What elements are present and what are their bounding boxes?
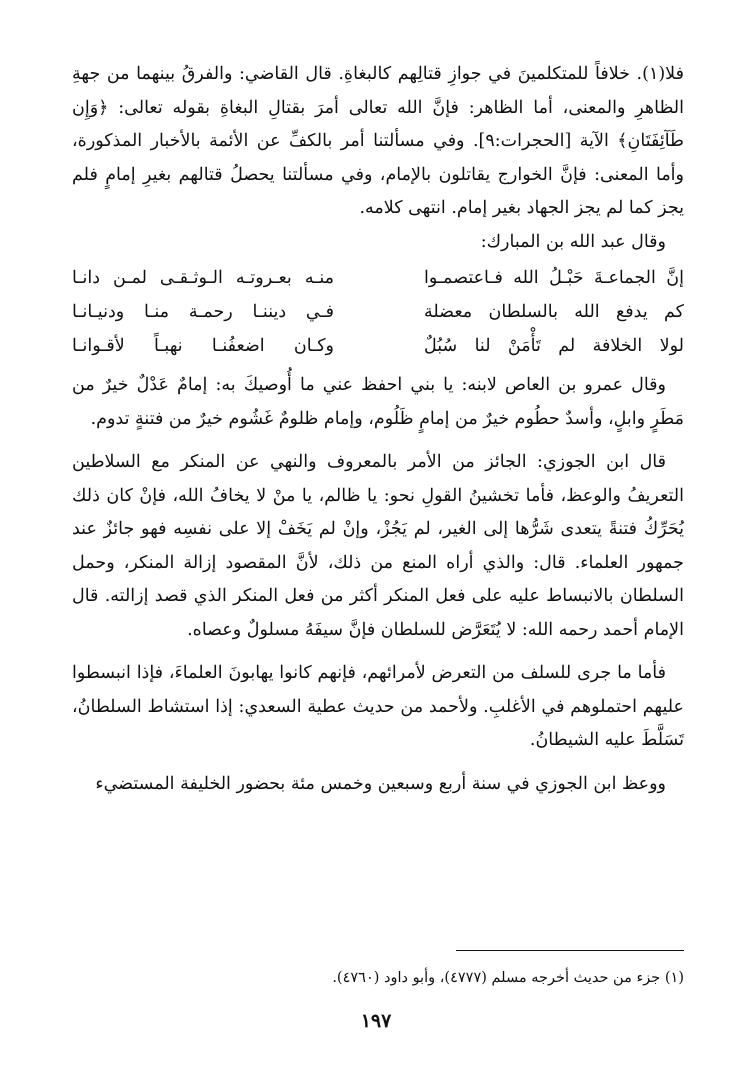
verse-line-1 (72, 261, 684, 295)
footnote: (١) جزء من حديث أخرجه مسلم (٤٧٧٧)، وأبو داود (٤٧٦٠). (332, 970, 684, 986)
footnote-divider (456, 950, 684, 951)
poem-verses (72, 261, 684, 363)
paragraph-amr-ibn-al-as: وقال عمرو بن العاص لابنه: يا بني احفظ عني ما أُوصيكَ به: إمامٌ عَدْلٌ خيرٌ من مَطَرٍ وابلٍ، وأسدٌ حطُوم خيرٌ من إمامٍ ظَلُوم، وإمام ظلومٌ غَشُوم خيرٌ من فتنةٍ تدوم. (72, 375, 684, 429)
paragraph-gap (72, 436, 684, 446)
verse-hemistich-second: فـي ديننـا رحمـة منـا ودنيـانـا (72, 302, 334, 322)
verse-hemistich-second: منـه بعـروتـه الـوثـقـى لمـن دانـا (72, 268, 334, 288)
paragraph-gap (72, 758, 684, 768)
paragraph-ibn-al-jawzi-sermon: ووعظ ابن الجوزي في سنة أربع وسبعين وخمس مئة بحضور الخليفة المستضيء (95, 773, 666, 794)
paragraph-ibn-mubarak-intro: وقال عبد الله بن المبارك: (480, 231, 666, 252)
page-number: ١٩٧ (360, 1010, 392, 1032)
page-body (72, 58, 684, 801)
paragraph-qadi-quote: فلا(١). خلافاً للمتكلمينَ في جوازِ قتالِهم كالبغاةِ. قال القاضي: والفرقُ بينهما من جهةِ الظاهرِ والمعنى، أما الظاهر: فإنَّ الله تعالى أمرَ بقتالِ البغاةِ بقوله تعالى: ﴿وَإِن طَآئِفَتَانِ﴾ الآية [الحجرات:٩]. وفي مسألتنا أمر بالكفِّ عن الأئمة بالأخبار المذكورة، وأما المعنى: فإنَّ الخوارج يقاتلون بالإمام، وفي مسألتنا يحصلُ قتالهم بغيرِ إمامٍ فلم يجز كما لم يجز الجهاد بغير إمام. انتهى كلامه. (72, 64, 684, 218)
verse-hemistich-second: وكـان اضعفُنـا نهبـاً لأقـوانـا (72, 336, 334, 356)
paragraph-salaf: فأما ما جرى للسلف من التعرض لأمرائهم، فإنهم كانوا يهابونَ العلماءَ، فإذا انبسطوا عليهم احتملوهم في الأغلبِ. ولأحمد من حديث عطية السعدي: إذا استشاط السلطانُ، تَسَلَّطَ عليه الشيطانُ. (72, 663, 684, 750)
paragraph-gap (72, 647, 684, 657)
verse-hemistich-first: كم يدفع الله بالسلطان معضلة (424, 302, 684, 322)
verse-line-3 (72, 329, 684, 363)
paragraph-ibn-al-jawzi: قال ابن الجوزي: الجائز من الأمر بالمعروف والنهي عن المنكر مع السلاطين التعريفُ والوعظ، فأما تخشينُ القولِ نحو: يا ظالم، يا منْ لا يخافُ الله، فإنْ كان ذلك يُحَرِّكُ فتنةً يتعدى شَرُّها إلى الغير، لم يَجُزْ، وإنْ لم يَخَفْ إلا على نفسِه فهو جائزٌ عند جمهور العلماء. قال: والذي أراه المنع من ذلك، لأنَّ المقصود إزالة المنكر، وحمل السلطان بالانبساط عليه على فعل المنكر أكثر من فعل المنكر الذي قصد إزالته. قال الإمام أحمد رحمه الله: لا يُتَعَرَّض للسلطان فإنَّ سيفَهُ مسلولٌ وعصاه. (72, 452, 684, 640)
verse-hemistich-first: لولا الخلافة لم تَأْمَنْ لنا سُبُلٌ (424, 336, 684, 356)
verse-line-2 (72, 295, 684, 329)
verse-hemistich-first: إنَّ الجماعـةَ حَبْـلُ الله فـاعتصمـوا (424, 268, 684, 288)
